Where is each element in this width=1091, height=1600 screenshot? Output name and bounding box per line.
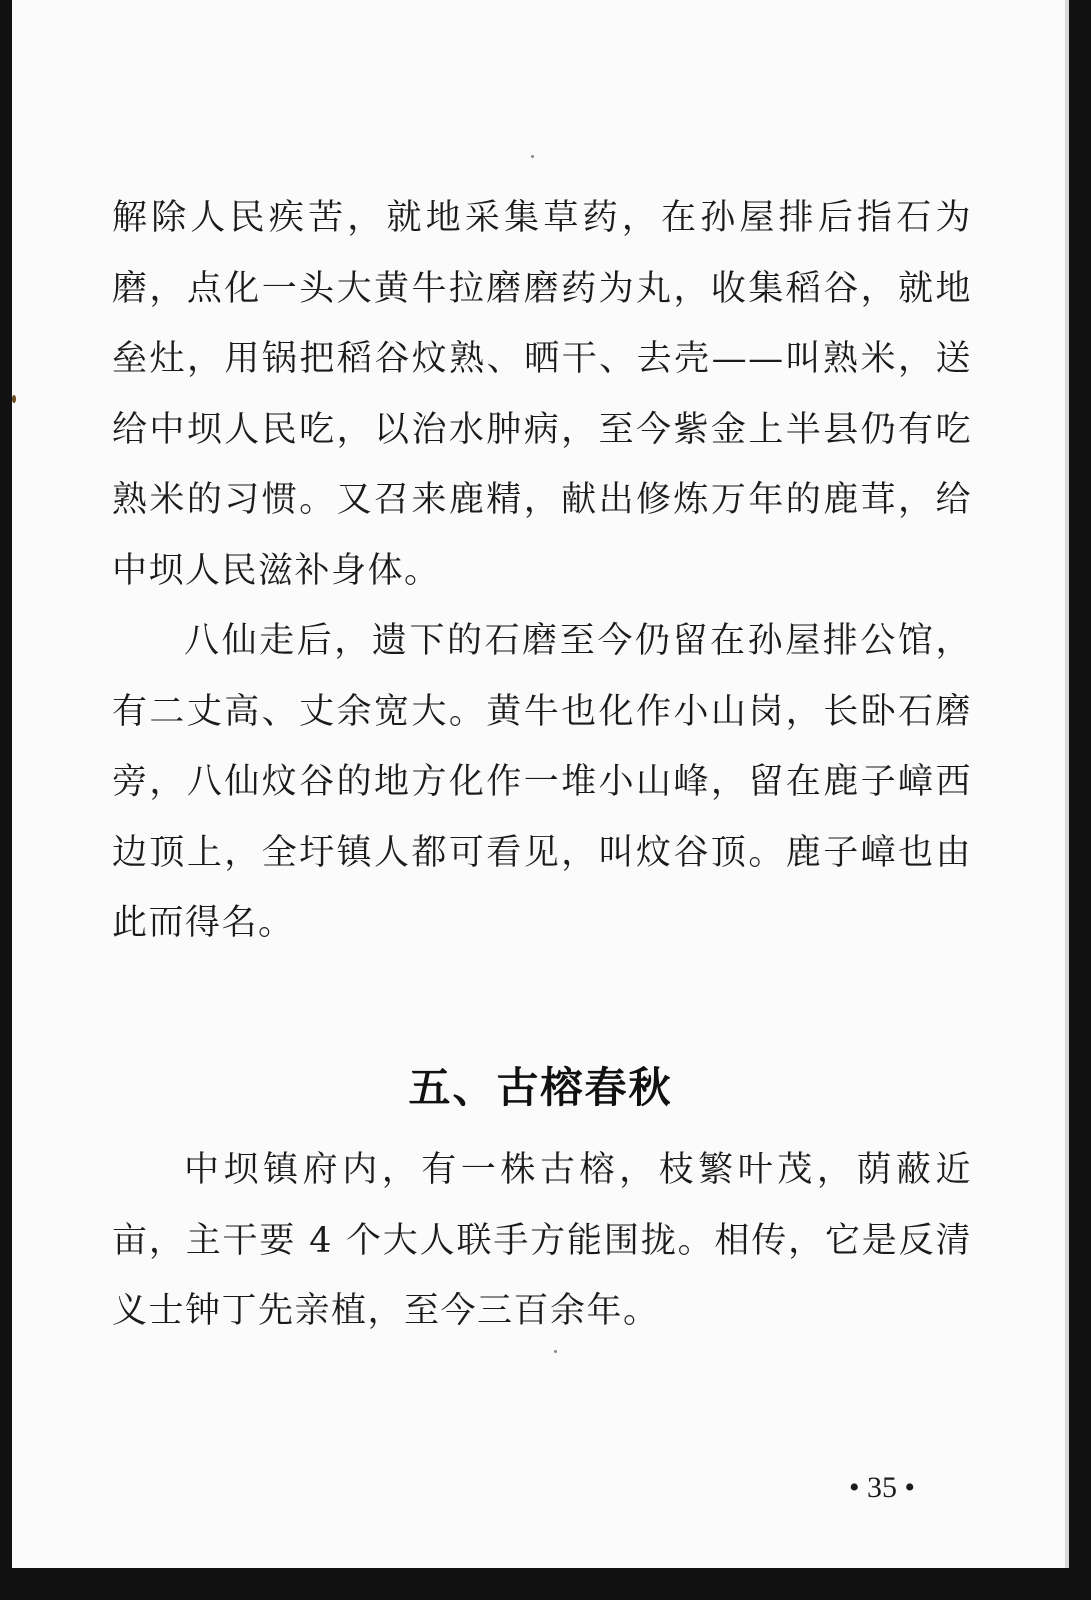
scan-speck — [554, 1350, 557, 1353]
scan-speck — [531, 155, 534, 158]
page-number: • 35 • — [848, 1471, 915, 1504]
paragraph-continued: 解除人民疾苦，就地采集草药，在孙屋排后指石为磨，点化一头大黄牛拉磨磨药为丸，收集稻谷，就地垒灶，用锅把稻谷炆熟、晒干、去壳——叫熟米，送给中坝人民吃，以治水肿病，至今紫金上半县仍有吃熟米的习惯。又召来鹿精，献出修炼万年的鹿茸，给中坝人民滋补身体。 — [112, 198, 972, 591]
paragraph-ancient-banyan: 中坝镇府内，有一株古榕，枝繁叶茂，荫蔽近亩，主干要 4 个大人联手方能围拢。相传，它是反清义士钟丁先亲植，至今三百余年。 — [112, 1150, 972, 1331]
section-title: 五、古榕春秋 — [408, 1062, 673, 1112]
body-text-bottom — [112, 1135, 972, 1347]
paragraph-bagua-legacy: 八仙走后，遗下的石磨至今仍留在孙屋排公馆，有二丈高、丈余宽大。黄牛也化作小山岗，长卧石磨旁，八仙炆谷的地方化作一堆小山峰，留在鹿子嶂西边顶上，全圩镇人都可看见，叫炆谷顶。鹿子嶂也由此而得名。 — [112, 621, 972, 943]
scan-speck — [12, 395, 16, 403]
body-text-top — [112, 183, 972, 959]
book-page — [12, 0, 1069, 1568]
